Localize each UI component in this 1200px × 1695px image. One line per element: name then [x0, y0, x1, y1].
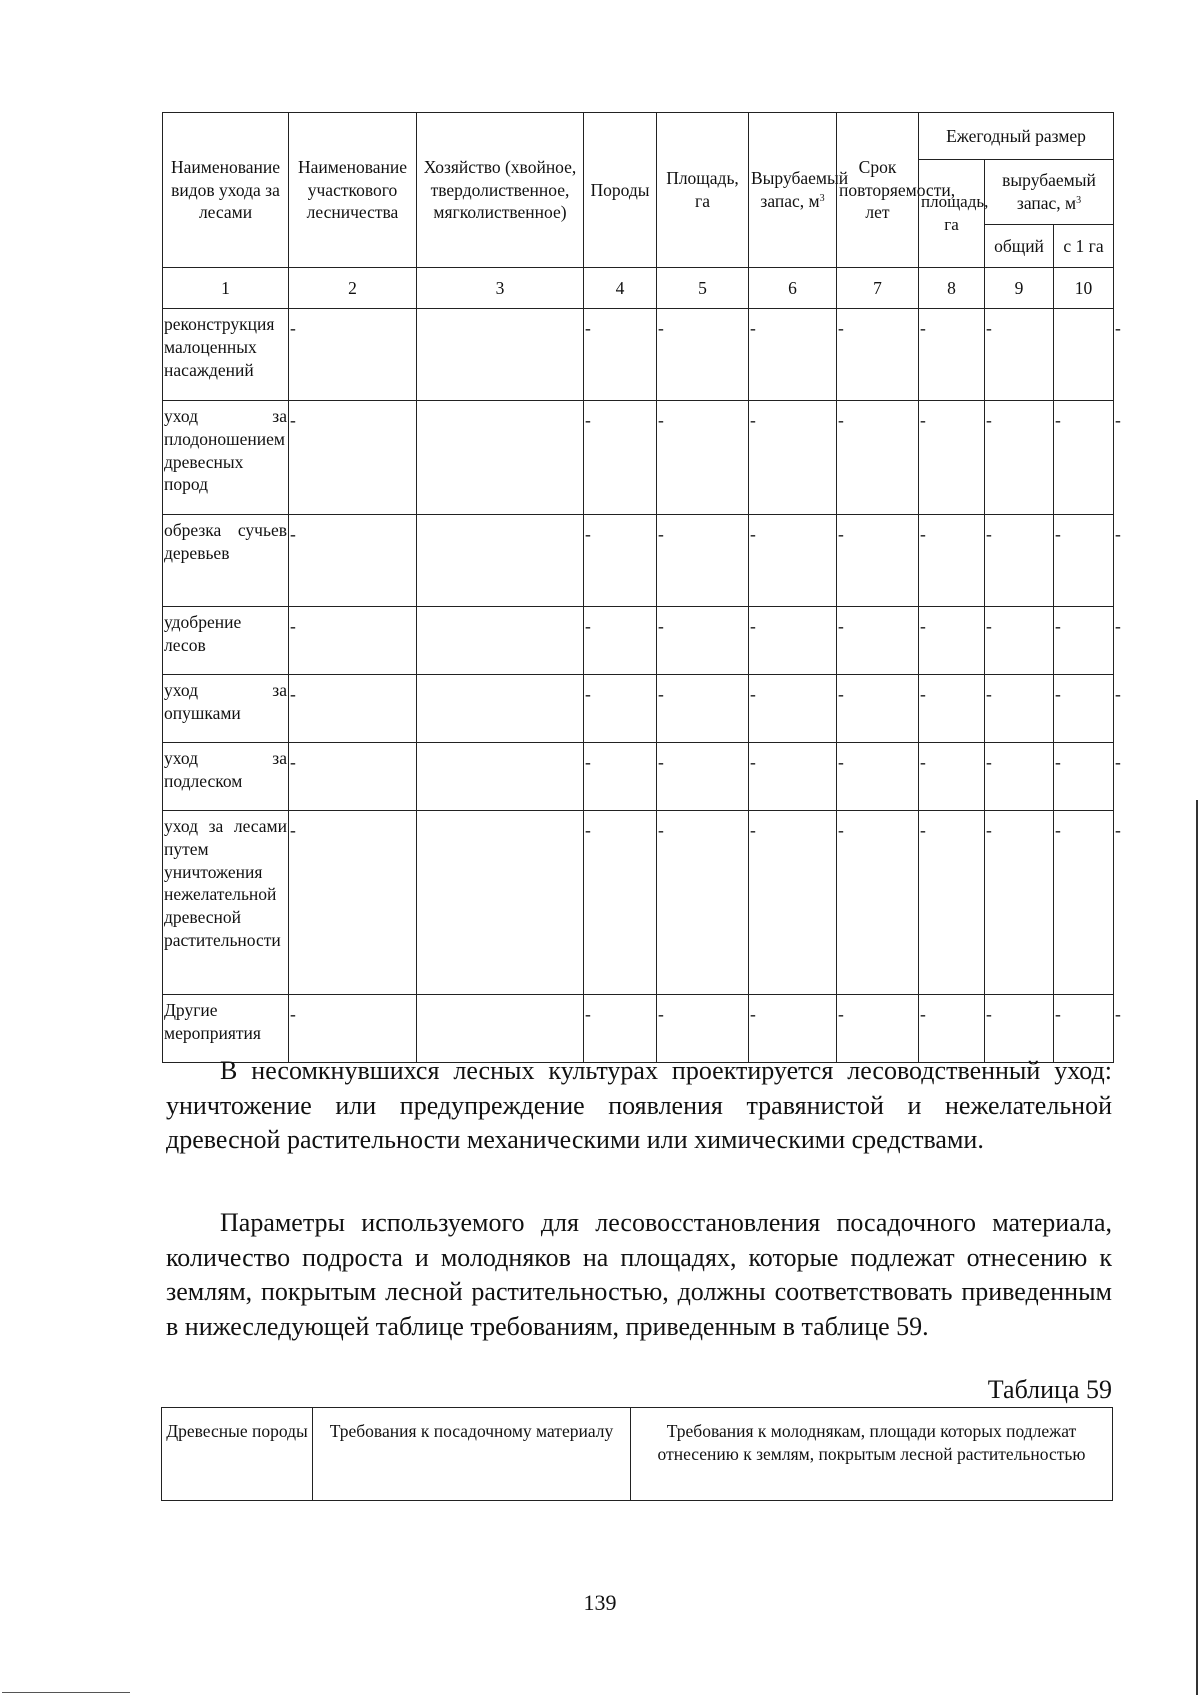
- dash-cell: -: [289, 515, 417, 607]
- table-59-header-planting-material: Требования к посадочному материалу: [313, 1408, 631, 1501]
- row-label: уход за опушками: [163, 675, 289, 743]
- dash-cell: -: [919, 743, 985, 811]
- dash-cell: -: [289, 675, 417, 743]
- table-59-header-species: Древесные породы: [162, 1408, 313, 1501]
- table-row: обрезка сучьев деревьев - - - - - - - - -: [163, 515, 1114, 607]
- dash-cell: -: [1054, 995, 1114, 1063]
- scan-edge-line: [1196, 800, 1198, 1695]
- dash-cell: -: [749, 675, 837, 743]
- header-annual-size: Ежегодный размер: [919, 113, 1114, 160]
- header-felling-volume-label: Вырубаемый запас, м: [751, 168, 849, 211]
- dash-cell: -: [837, 675, 919, 743]
- dash-cell: -: [749, 607, 837, 675]
- dash-cell: -: [657, 675, 749, 743]
- column-number: 1: [163, 268, 289, 309]
- dash-cell: -: [289, 309, 417, 401]
- dash-cell: -: [749, 309, 837, 401]
- header-annual-volume: [985, 160, 1114, 225]
- dash-cell: -: [1054, 811, 1114, 995]
- dash-cell: -: [985, 401, 1054, 515]
- dash-cell: -: [1054, 515, 1114, 607]
- dash-cell: -: [584, 401, 657, 515]
- dash-cell: -: [1054, 401, 1114, 515]
- paragraph-2-text: Параметры используемого для лесовосстановления посадочного материала, количество подроста и молодняков на площадях, которые подлежат отнесению к землям, покрытым лесной растительностью, должны соответствовать приведенным в нижеследующей таблице требованиям, приведенным в таблице 59.: [166, 1208, 1112, 1341]
- table-row: реконструкция малоценных насаждений - - - - - - - -: [163, 309, 1114, 401]
- dash-cell: -: [837, 995, 919, 1063]
- dash-cell: -: [289, 811, 417, 995]
- header-total: общий: [985, 225, 1054, 268]
- table-59-header-young-stands: Требования к молоднякам, площади которых подлежат отнесению к землям, покрытым лесной растительностью: [631, 1408, 1113, 1501]
- paragraph-planting-requirements: [166, 1206, 1112, 1344]
- dash-cell: -: [749, 401, 837, 515]
- dash-cell: -: [584, 607, 657, 675]
- dash-cell: -: [985, 309, 1054, 401]
- dash-cell: -: [749, 811, 837, 995]
- dash-cell: -: [584, 309, 657, 401]
- dash-cell: -: [657, 811, 749, 995]
- column-number: 4: [584, 268, 657, 309]
- column-number: 3: [417, 268, 584, 309]
- header-annual-volume-sup: 3: [1076, 195, 1082, 206]
- table-row: уход за опушками - - - - - - - - -: [163, 675, 1114, 743]
- table-59-caption: Таблица 59: [987, 1375, 1112, 1404]
- header-area: Площадь, га: [657, 113, 749, 268]
- dash-cell: -: [749, 743, 837, 811]
- page-number: 139: [583, 1590, 617, 1615]
- dash-cell: -: [1054, 743, 1114, 811]
- row-label: уход за лесами путем уничтожения нежелательной древесной растительности: [163, 811, 289, 995]
- column-number: 8: [919, 268, 985, 309]
- row-label: реконструкция малоценных насаждений: [163, 309, 289, 401]
- header-economy: Хозяйство (хвойное, твердолиственное, мягколиственное): [417, 113, 584, 268]
- paragraph-1-text: В несомкнувшихся лесных культурах проектируется лесоводственный уход: уничтожение или предупреждение появления травянистой и нежелательной древесной растительности механическими или химическими средствами.: [166, 1056, 1112, 1154]
- dash-cell: -: [919, 401, 985, 515]
- column-number: 7: [837, 268, 919, 309]
- row-label: Другие мероприятия: [163, 995, 289, 1063]
- dash-cell: -: [919, 607, 985, 675]
- forest-care-table: [162, 112, 1121, 1063]
- table-row: Другие мероприятия - - - - - - - - -: [163, 995, 1114, 1063]
- dash-cell: -: [919, 675, 985, 743]
- header-annual-volume-label: вырубаемый запас, м: [1002, 170, 1096, 213]
- dash-cell: -: [657, 401, 749, 515]
- dash-cell: -: [749, 515, 837, 607]
- header-felling-volume-sup: 3: [819, 193, 825, 204]
- row-label: удобрение лесов: [163, 607, 289, 675]
- dash-cell: -: [584, 675, 657, 743]
- table-59: [161, 1407, 1113, 1501]
- dash-cell: -: [985, 811, 1054, 995]
- dash-cell: -: [584, 995, 657, 1063]
- header-forestry-district: Наименование участкового лесничества: [289, 113, 417, 268]
- dash-cell: -: [985, 607, 1054, 675]
- column-number: 9: [985, 268, 1054, 309]
- dash-cell: -: [584, 811, 657, 995]
- dash-cell: -: [1054, 675, 1114, 743]
- dash-cell: -: [289, 401, 417, 515]
- column-number: 5: [657, 268, 749, 309]
- dash-cell: -: [919, 515, 985, 607]
- dash-cell: -: [1054, 607, 1114, 675]
- dash-cell: -: [919, 811, 985, 995]
- header-per-ha: с 1 га: [1054, 225, 1114, 268]
- dash-cell: -: [289, 995, 417, 1063]
- dash-cell: -: [919, 309, 985, 401]
- row-label: уход за плодоношением древесных пород: [163, 401, 289, 515]
- header-annual-area: площадь, га: [919, 160, 985, 268]
- column-number: 6: [749, 268, 837, 309]
- dash-cell: -: [657, 995, 749, 1063]
- table-row: удобрение лесов - - - - - - - - -: [163, 607, 1114, 675]
- row-label: обрезка сучьев деревьев: [163, 515, 289, 607]
- dash-cell: -: [584, 743, 657, 811]
- dash-cell: -: [837, 811, 919, 995]
- dash-cell: -: [837, 309, 919, 401]
- dash-cell: -: [985, 995, 1054, 1063]
- dash-cell: -: [837, 607, 919, 675]
- table-row: уход за плодоношением древесных пород - - - - - - - - -: [163, 401, 1114, 515]
- table-row: уход за лесами путем уничтожения нежелательной древесной растительности - - - - - - - - -: [163, 811, 1114, 995]
- dash-cell: -: [985, 515, 1054, 607]
- dash-cell: -: [657, 515, 749, 607]
- dash-cell: -: [657, 309, 749, 401]
- dash-cell: -: [657, 607, 749, 675]
- dash-cell: -: [289, 743, 417, 811]
- column-number: 10: [1054, 268, 1114, 309]
- dash-cell: -: [985, 675, 1054, 743]
- header-felling-volume: [749, 113, 849, 268]
- dash-cell: -: [837, 743, 919, 811]
- header-repeat-period: Срок повторяемости, лет: [837, 113, 919, 268]
- paragraph-care-in-cultures: [166, 1054, 1112, 1158]
- dash-cell: -: [657, 743, 749, 811]
- header-species: Породы: [584, 113, 657, 268]
- footnote-rule: [2, 1692, 130, 1693]
- dash-cell: -: [837, 401, 919, 515]
- dash-cell: -: [837, 515, 919, 607]
- column-number-row: [163, 268, 1114, 309]
- table-row: уход за подлеском - - - - - - - - -: [163, 743, 1114, 811]
- row-label: уход за подлеском: [163, 743, 289, 811]
- dash-cell: -: [584, 515, 657, 607]
- column-number: 2: [289, 268, 417, 309]
- dash-cell: -: [749, 995, 837, 1063]
- header-care-type: Наименование видов ухода за лесами: [163, 113, 289, 268]
- dash-cell: -: [985, 743, 1054, 811]
- dash-cell: -: [289, 607, 417, 675]
- dash-cell: -: [919, 995, 985, 1063]
